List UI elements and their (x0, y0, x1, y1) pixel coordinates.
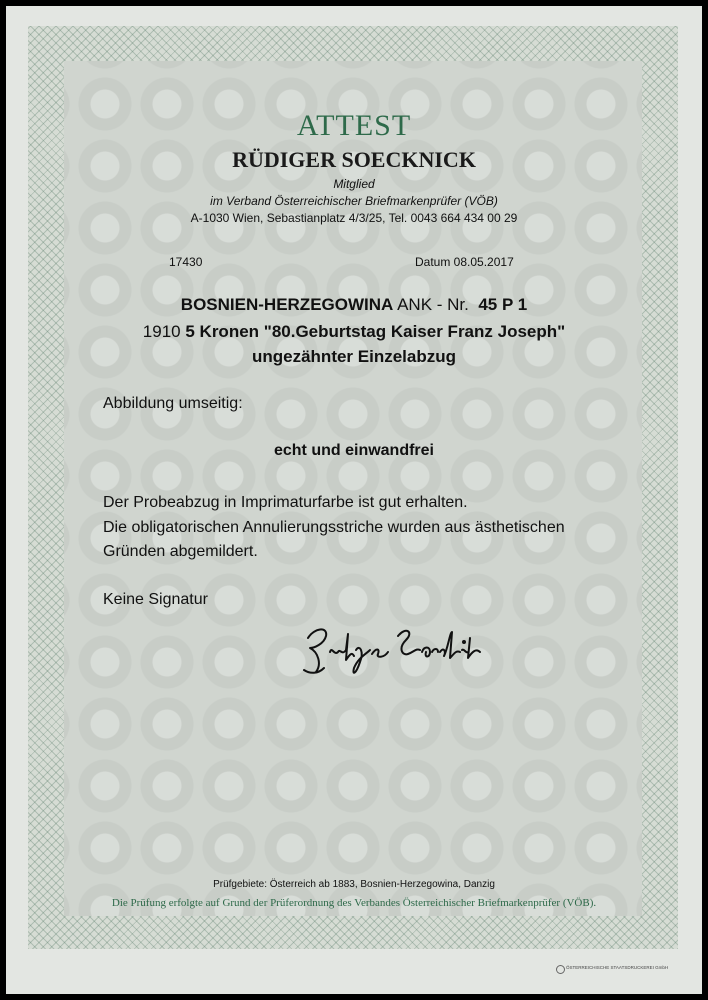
paragraph-line: Gründen abgemildert. (103, 543, 258, 560)
examination-basis: Die Prüfung erfolgte auf Grund der Prüferordnung des Verbandes Österreichischer Briefmarkenprüfer (VÖB). (111, 897, 597, 909)
certificate-date: Datum 08.05.2017 (415, 255, 514, 269)
catalog-number: 45 P 1 (478, 295, 528, 314)
item-description: 5 Kronen "80.Geburtstag Kaiser Franz Joseph" (185, 322, 566, 341)
printer-logo-icon (556, 965, 565, 974)
certificate-sheet (6, 6, 702, 994)
certificate-number: 17430 (169, 255, 203, 269)
handwritten-signature (294, 618, 494, 682)
catalog-label: ANK - Nr. (397, 295, 469, 314)
paragraph-line: Die obligatorischen Annulierungsstriche wurden aus ästhetischen (103, 519, 565, 536)
examination-fields: Prüfgebiete: Österreich ab 1883, Bosnien-Herzegowina, Danzig (213, 879, 495, 890)
item-identification-line (6, 295, 702, 315)
address-line: A-1030 Wien, Sebastianplatz 4/3/25, Tel. 0043 664 434 00 29 (190, 211, 518, 225)
illustration-note: Abbildung umseitig: (103, 395, 243, 412)
examiner-name: RÜDIGER SOECKNICK (232, 147, 476, 172)
certificate-title: ATTEST (296, 109, 412, 142)
association-line: im Verband Österreichischer Briefmarkenprüfer (VÖB) (210, 194, 498, 208)
signature-note: Keine Signatur (103, 591, 208, 608)
paragraph-line: Der Probeabzug in Imprimaturfarbe ist gut erhalten. (103, 494, 468, 511)
item-variety: ungezähnter Einzelabzug (251, 347, 457, 366)
item-country: BOSNIEN-HERZEGOWINA (180, 295, 394, 314)
verdict: echt und einwandfrei (273, 442, 434, 459)
membership-line: Mitglied (333, 177, 375, 191)
item-description-line (6, 322, 702, 342)
item-year: 1910 (142, 322, 181, 341)
printer-imprint: ÖSTERREICHISCHE STAATSDRUCKEREI GmbH (566, 965, 669, 970)
